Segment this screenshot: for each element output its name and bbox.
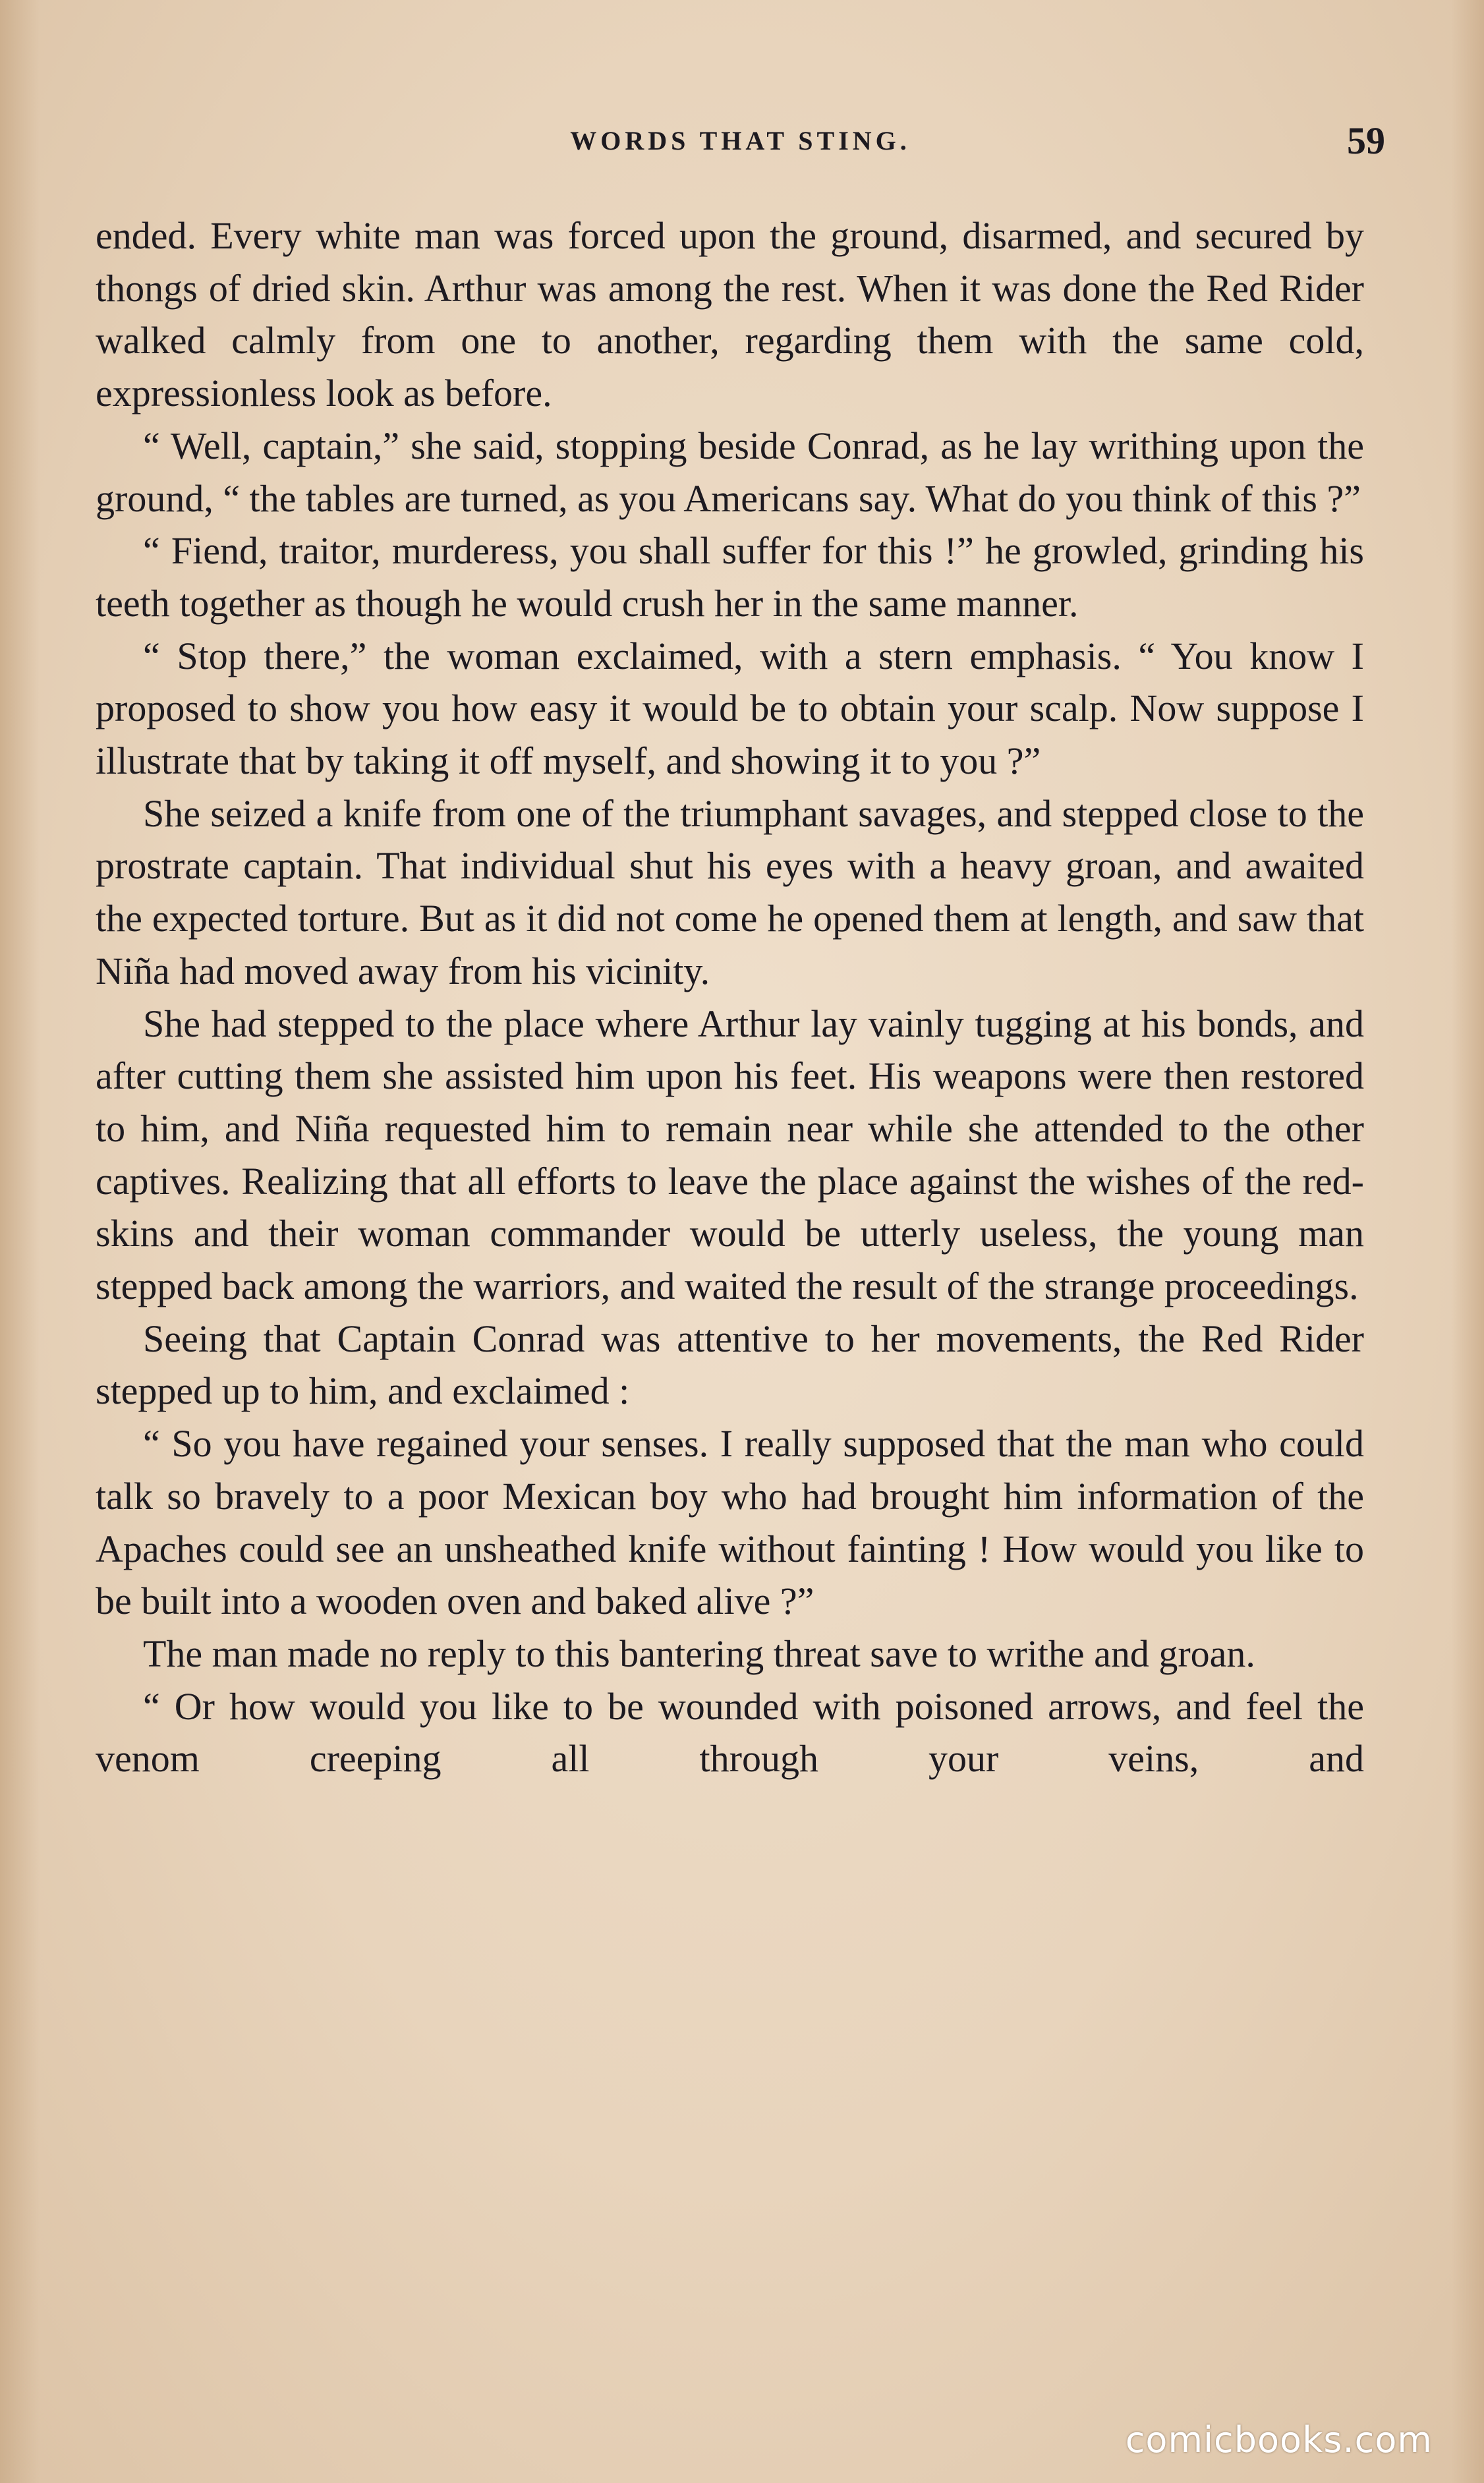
page-number: 59 — [1347, 119, 1385, 162]
body-text — [96, 210, 1364, 1785]
paragraph-4: “ Stop there,” the woman exclaimed, with a stern emphasis. “ You know I proposed to show you how easy it would be to obtain your scalp. Now suppose I illustrate that by taking it off myself, and showing it to you ?” — [96, 634, 1364, 783]
paragraph-9: The man made no reply to this bantering threat save to writhe and groan. — [143, 1632, 1255, 1675]
paragraph-2: “ Well, captain,” she said, stopping beside Conrad, as he lay writhing upon the ground, “ the tables are turned, as you Americans say. What do you think of this ?” — [96, 424, 1364, 520]
running-head — [96, 119, 1385, 171]
paragraph-1: ended. Every white man was forced upon the ground, disarmed, and secured by thongs of dried skin. Arthur was among the rest. When it was done the Red Rider walked calmly from one to another, regarding them with the same cold, expressionless look as before. — [96, 214, 1364, 415]
watermark-text: comicbooks.com — [1125, 2419, 1433, 2461]
paragraph-6: She had stepped to the place where Arthur lay vainly tugging at his bonds, and after cutting them she assisted him upon his feet. His weapons were then restored to him, and Niña requested him to remain near while she attended to the other captives. Realizing that all efforts to leave the place against the wishes of the red-skins and their woman commander would be utterly useless, the young man stepped back among the warriors, and waited the result of the strange proceedings. — [96, 1002, 1364, 1308]
paragraph-5: She seized a knife from one of the triumphant savages, and stepped close to the prostrate captain. That individual shut his eyes with a heavy groan, and awaited the expected torture. But as it did not come he opened them at length, and saw that Niña had moved away from his vicinity. — [96, 791, 1364, 992]
paragraph-3: “ Fiend, traitor, murderess, you shall suffer for this !” he growled, grinding his teeth together as though he would crush her in the same manner. — [96, 529, 1364, 625]
paragraph-10: “ Or how would you like to be wounded with poisoned arrows, and feel the venom creeping all through your veins, and — [96, 1684, 1364, 1781]
running-title: WORDS THAT STING. — [570, 126, 911, 156]
paragraph-8: “ So you have regained your senses. I really supposed that the man who could talk so bravely to a poor Mexican boy who had brought him information of the Apaches could see an unsheathed knife without fainting ! How would you like to be built into a wooden oven and baked alive ?” — [96, 1422, 1364, 1623]
paragraph-7: Seeing that Captain Conrad was attentive to her movements, the Red Rider stepped up to him, and exclaimed : — [96, 1317, 1364, 1413]
